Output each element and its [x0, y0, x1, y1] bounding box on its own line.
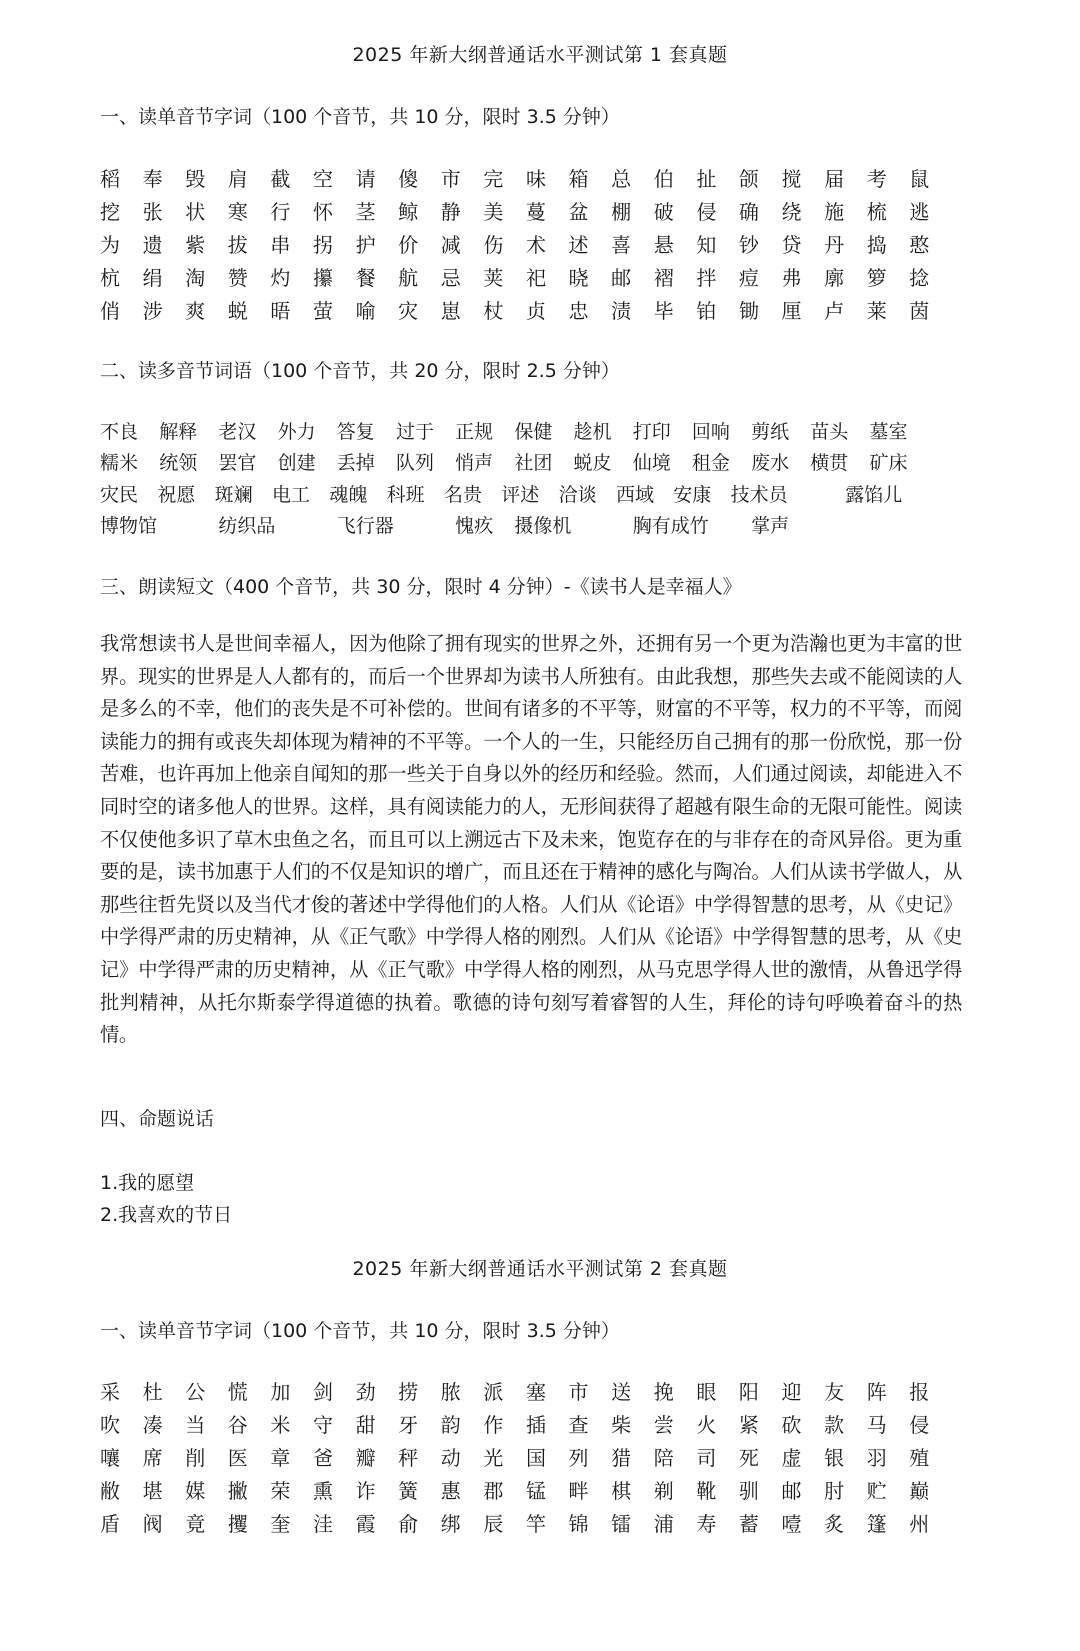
- char-item: 贞: [525, 299, 546, 323]
- char-row: [100, 196, 952, 229]
- char-item: 莱: [866, 299, 887, 323]
- char-item: 凑: [142, 1413, 163, 1437]
- word-item: 胸有成竹: [632, 515, 709, 538]
- char-item: 款: [824, 1413, 845, 1437]
- char-item: 挽: [653, 1380, 674, 1404]
- char-item: 堪: [142, 1479, 163, 1503]
- char-item: 茎: [355, 200, 376, 224]
- char-item: 荣: [270, 1479, 291, 1503]
- char-item: 拔: [227, 233, 248, 257]
- word-item: 外力: [277, 421, 316, 444]
- char-row: [100, 262, 952, 295]
- char-item: 伯: [653, 167, 674, 191]
- char-item: 侵: [696, 200, 717, 224]
- char-item: 敝: [100, 1479, 120, 1503]
- topic-1: 1.我的愿望: [100, 1172, 195, 1194]
- word-item: 解释: [159, 421, 198, 444]
- word-item: 悄声: [455, 452, 494, 475]
- char-item: 褶: [653, 266, 674, 290]
- char-item: 塞: [525, 1380, 546, 1404]
- char-item: 殖: [909, 1446, 930, 1470]
- word-item: 仙境: [632, 452, 671, 475]
- char-item: 当: [185, 1413, 206, 1437]
- word-item: 墓室: [869, 421, 908, 444]
- char-item: 杜: [142, 1380, 163, 1404]
- char-item: 慌: [227, 1380, 248, 1404]
- char-item: 灼: [270, 266, 291, 290]
- char-item: 张: [142, 200, 163, 224]
- char-item: 砍: [781, 1413, 802, 1437]
- char-item: 贮: [866, 1479, 887, 1503]
- char-item: 捣: [866, 233, 887, 257]
- char-item: 剑: [312, 1380, 333, 1404]
- char-item: 炙: [824, 1512, 845, 1536]
- char-item: 美: [483, 200, 504, 224]
- word-item: 回响: [691, 421, 730, 444]
- paper1-section3-heading: 三、朗读短文（400 个音节，共 30 分，限时 4 分钟）-《读书人是幸福人》: [100, 576, 742, 598]
- char-item: 荚: [483, 266, 504, 290]
- char-item: 喻: [355, 299, 376, 323]
- char-item: 逃: [909, 200, 930, 224]
- char-row: [100, 1409, 952, 1442]
- char-item: 米: [270, 1413, 291, 1437]
- char-item: 茵: [909, 299, 930, 323]
- char-item: 总: [611, 167, 632, 191]
- char-item: 畔: [568, 1479, 589, 1503]
- char-item: 攥: [312, 266, 333, 290]
- char-item: 箱: [568, 167, 589, 191]
- char-item: 奎: [270, 1512, 291, 1536]
- char-item: 灾: [398, 299, 419, 323]
- char-item: 霞: [355, 1512, 376, 1536]
- char-item: 杭: [100, 266, 120, 290]
- word-item: 统领: [159, 452, 198, 475]
- char-item: 寿: [696, 1512, 717, 1536]
- char-item: 确: [738, 200, 759, 224]
- word-item: 创建: [277, 452, 316, 475]
- paper2-char-grid: [100, 1376, 952, 1541]
- char-item: 章: [270, 1446, 291, 1470]
- char-item: 肘: [824, 1479, 845, 1503]
- char-item: 诈: [355, 1479, 376, 1503]
- char-item: 空: [312, 167, 333, 191]
- char-item: 奉: [142, 167, 163, 191]
- word-item: 飞行器: [336, 515, 394, 538]
- char-item: 尝: [653, 1413, 674, 1437]
- char-item: 紫: [185, 233, 206, 257]
- char-item: 棚: [611, 200, 632, 224]
- char-item: 司: [696, 1446, 717, 1470]
- word-row: [100, 417, 960, 448]
- char-row: [100, 1508, 952, 1541]
- paper1-char-grid: [100, 163, 952, 328]
- char-item: 盆: [568, 200, 589, 224]
- word-item: 蜕皮: [573, 452, 612, 475]
- char-item: 嚷: [100, 1446, 120, 1470]
- char-item: 餐: [355, 266, 376, 290]
- word-item: 魂魄: [329, 483, 368, 506]
- char-item: 晓: [568, 266, 589, 290]
- char-item: 捻: [909, 266, 930, 290]
- word-row: [100, 480, 960, 511]
- char-item: 鲸: [398, 200, 419, 224]
- char-item: 市: [440, 167, 461, 191]
- word-item: 苗头: [810, 421, 849, 444]
- char-item: 派: [483, 1380, 504, 1404]
- char-item: 怀: [312, 200, 333, 224]
- char-item: 列: [568, 1446, 589, 1470]
- char-item: 绢: [142, 266, 163, 290]
- char-item: 完: [483, 167, 504, 191]
- char-item: 毁: [185, 167, 206, 191]
- word-item: 斑斓: [214, 483, 253, 506]
- word-item: 社团: [514, 452, 553, 475]
- char-item: 谷: [227, 1413, 248, 1437]
- char-item: 撇: [227, 1479, 248, 1503]
- char-item: 噎: [781, 1512, 802, 1536]
- char-item: 遗: [142, 233, 163, 257]
- word-item: 矿床: [869, 452, 908, 475]
- char-item: 祀: [525, 266, 546, 290]
- char-item: 渍: [611, 299, 632, 323]
- char-item: 航: [398, 266, 419, 290]
- word-item: 电工: [271, 483, 310, 506]
- char-item: 甜: [355, 1413, 376, 1437]
- word-item: 趁机: [573, 421, 612, 444]
- char-item: 杖: [483, 299, 504, 323]
- char-item: 蓄: [738, 1512, 759, 1536]
- char-item: 火: [696, 1413, 717, 1437]
- char-item: 拌: [696, 266, 717, 290]
- char-item: 肩: [227, 167, 248, 191]
- char-item: 攫: [227, 1512, 248, 1536]
- word-item: 祝愿: [157, 483, 196, 506]
- char-item: 眼: [696, 1380, 717, 1404]
- char-item: 媒: [185, 1479, 206, 1503]
- char-item: 痘: [738, 266, 759, 290]
- char-row: [100, 1475, 952, 1508]
- char-item: 味: [525, 167, 546, 191]
- char-item: 减: [440, 233, 461, 257]
- word-row: [100, 448, 960, 479]
- char-item: 俞: [398, 1512, 419, 1536]
- char-item: 剃: [653, 1479, 674, 1503]
- word-item: 老汉: [218, 421, 257, 444]
- char-item: 医: [227, 1446, 248, 1470]
- char-item: 鼠: [909, 167, 930, 191]
- char-item: 贷: [781, 233, 802, 257]
- char-item: 淘: [185, 266, 206, 290]
- char-item: 爸: [312, 1446, 333, 1470]
- char-item: 巅: [909, 1479, 930, 1503]
- word-item: 科班: [386, 483, 425, 506]
- char-item: 忌: [440, 266, 461, 290]
- char-item: 颌: [738, 167, 759, 191]
- char-item: 瓣: [355, 1446, 376, 1470]
- char-item: 熏: [312, 1479, 333, 1503]
- char-item: 喜: [611, 233, 632, 257]
- paper2-title: 2025 年新大纲普通话水平测试第 2 套真题: [352, 1258, 728, 1280]
- char-item: 行: [270, 200, 291, 224]
- char-item: 邮: [611, 266, 632, 290]
- char-item: 述: [568, 233, 589, 257]
- word-item: 评述: [501, 483, 540, 506]
- paper1-word-grid: [100, 417, 960, 542]
- char-item: 篷: [866, 1512, 887, 1536]
- char-item: 牙: [398, 1413, 419, 1437]
- paper1-title: 2025 年新大纲普通话水平测试第 1 套真题: [352, 44, 728, 66]
- char-item: 扯: [696, 167, 717, 191]
- char-item: 俏: [100, 299, 120, 323]
- word-item: 技术员: [730, 483, 788, 506]
- char-item: 伤: [483, 233, 504, 257]
- char-item: 届: [824, 167, 845, 191]
- char-item: 州: [909, 1512, 930, 1536]
- word-item: 灾民: [100, 483, 139, 506]
- char-item: 柴: [611, 1413, 632, 1437]
- char-item: 术: [525, 233, 546, 257]
- topic-2: 2.我喜欢的节日: [100, 1204, 233, 1226]
- char-item: 劲: [355, 1380, 376, 1404]
- char-item: 光: [483, 1446, 504, 1470]
- char-item: 锄: [738, 299, 759, 323]
- char-item: 挖: [100, 200, 120, 224]
- char-item: 状: [185, 200, 206, 224]
- char-item: 虚: [781, 1446, 802, 1470]
- char-row: [100, 1376, 952, 1409]
- char-row: [100, 229, 952, 262]
- word-item: 租金: [691, 452, 730, 475]
- char-item: 护: [355, 233, 376, 257]
- char-item: 紧: [738, 1413, 759, 1437]
- char-item: 捞: [398, 1380, 419, 1404]
- char-item: 死: [738, 1446, 759, 1470]
- char-item: 驯: [738, 1479, 759, 1503]
- char-item: 廓: [824, 266, 845, 290]
- char-item: 知: [696, 233, 717, 257]
- char-item: 憨: [909, 233, 930, 257]
- char-item: 作: [483, 1413, 504, 1437]
- char-item: 脓: [440, 1380, 461, 1404]
- char-item: 厘: [781, 299, 802, 323]
- char-item: 马: [866, 1413, 887, 1437]
- word-item: 掌声: [751, 515, 790, 538]
- word-item: 罢官: [218, 452, 257, 475]
- char-item: 动: [440, 1446, 461, 1470]
- char-item: 侵: [909, 1413, 930, 1437]
- char-item: 铂: [696, 299, 717, 323]
- char-item: 拐: [312, 233, 333, 257]
- word-item: 名贵: [443, 483, 482, 506]
- char-item: 傻: [398, 167, 419, 191]
- word-item: 过于: [395, 421, 434, 444]
- word-item: 安康: [673, 483, 712, 506]
- char-item: 洼: [312, 1512, 333, 1536]
- char-item: 邮: [781, 1479, 802, 1503]
- char-item: 考: [866, 167, 887, 191]
- paper2-section1-heading: 一、读单音节字词（100 个音节，共 10 分，限时 3.5 分钟）: [100, 1320, 620, 1342]
- char-item: 采: [100, 1380, 120, 1404]
- char-item: 银: [824, 1446, 845, 1470]
- char-row: [100, 295, 952, 328]
- char-item: 弗: [781, 266, 802, 290]
- word-item: 废水: [751, 452, 790, 475]
- char-item: 寒: [227, 200, 248, 224]
- char-item: 市: [568, 1380, 589, 1404]
- paper1-section4-heading: 四、命题说话: [100, 1108, 215, 1130]
- word-item: 摄像机: [514, 515, 572, 538]
- char-item: 箩: [866, 266, 887, 290]
- word-item: 糯米: [100, 452, 139, 475]
- word-item: 纺织品: [218, 515, 276, 538]
- char-item: 崽: [440, 299, 461, 323]
- word-item: 洽谈: [558, 483, 597, 506]
- char-item: 棋: [611, 1479, 632, 1503]
- char-item: 迎: [781, 1380, 802, 1404]
- char-item: 守: [312, 1413, 333, 1437]
- char-item: 友: [824, 1380, 845, 1404]
- char-item: 蜕: [227, 299, 248, 323]
- char-item: 郡: [483, 1479, 504, 1503]
- char-item: 浦: [653, 1512, 674, 1536]
- char-item: 绕: [781, 200, 802, 224]
- char-item: 阳: [738, 1380, 759, 1404]
- char-item: 席: [142, 1446, 163, 1470]
- char-item: 羽: [866, 1446, 887, 1470]
- char-item: 插: [525, 1413, 546, 1437]
- char-item: 锰: [525, 1479, 546, 1503]
- char-item: 晤: [270, 299, 291, 323]
- char-item: 报: [909, 1380, 930, 1404]
- char-row: [100, 163, 952, 196]
- word-item: 丢掉: [336, 452, 375, 475]
- char-row: [100, 1442, 952, 1475]
- word-item: 答复: [336, 421, 375, 444]
- char-item: 萤: [312, 299, 333, 323]
- char-item: 削: [185, 1446, 206, 1470]
- char-item: 簧: [398, 1479, 419, 1503]
- word-item: 博物馆: [100, 515, 158, 538]
- char-item: 涉: [142, 299, 163, 323]
- char-item: 稻: [100, 167, 120, 191]
- char-item: 静: [440, 200, 461, 224]
- char-item: 国: [525, 1446, 546, 1470]
- char-item: 丹: [824, 233, 845, 257]
- char-item: 施: [824, 200, 845, 224]
- char-item: 请: [355, 167, 376, 191]
- char-item: 加: [270, 1380, 291, 1404]
- char-item: 公: [185, 1380, 206, 1404]
- paper1-section2-heading: 二、读多音节词语（100 个音节，共 20 分，限时 2.5 分钟）: [100, 360, 620, 382]
- word-item: 横贯: [810, 452, 849, 475]
- char-item: 钞: [738, 233, 759, 257]
- char-item: 蔓: [525, 200, 546, 224]
- char-item: 竟: [185, 1512, 206, 1536]
- char-item: 截: [270, 167, 291, 191]
- word-item: 不良: [100, 421, 139, 444]
- char-item: 惠: [440, 1479, 461, 1503]
- char-item: 靴: [696, 1479, 717, 1503]
- word-row: [100, 511, 960, 542]
- char-item: 竿: [525, 1512, 546, 1536]
- char-item: 爽: [185, 299, 206, 323]
- word-item: 西域: [615, 483, 654, 506]
- char-item: 阀: [142, 1512, 163, 1536]
- char-item: 破: [653, 200, 674, 224]
- word-item: 露馅儿: [845, 483, 903, 506]
- char-item: 绑: [440, 1512, 461, 1536]
- char-item: 秤: [398, 1446, 419, 1470]
- word-item: 愧疚: [455, 515, 494, 538]
- char-item: 盾: [100, 1512, 120, 1536]
- char-item: 悬: [653, 233, 674, 257]
- char-item: 梳: [866, 200, 887, 224]
- char-item: 赞: [227, 266, 248, 290]
- reading-passage: 我常想读书人是世间幸福人，因为他除了拥有现实的世界之外，还拥有另一个更为浩瀚也更为丰富的世界。现实的世界是人人都有的，而后一个世界却为读书人所独有。由此我想，那些失去或不能阅读的人是多么的不幸，他们的丧失是不可补偿的。世间有诸多的不平等，财富的不平等，权力的不平等，而阅读能力的拥有或丧失却体现为精神的不平等。一个人的一生，只能经历自己拥有的那一份欣悦，那一份苦难，也许再加上他亲自闻知的那一些关于自身以外的经历和经验。然而，人们通过阅读，却能进入不同时空的诸多他人的世界。这样，具有阅读能力的人，无形间获得了超越有限生命的无限可能性。阅读不仅使他多识了草木虫鱼之名，而且可以上溯远古下及未来，饱览存在的与非存在的奇风异俗。更为重要的是，读书加惠于人们的不仅是知识的增广，而且还在于精神的感化与陶冶。人们从读书学做人，从那些往哲先贤以及当代才俊的著述中学得他们的人格。人们从《论语》中学得智慧的思考，从《史记》中学得严肃的历史精神，从《正气歌》中学得人格的刚烈。人们从《论语》中学得智慧的思考，从《史记》中学得严肃的历史精神，从《正气歌》中学得人格的刚烈，从马克思学得人世的激情，从鲁迅学得批判精神，从托尔斯泰学得道德的执着。歌德的诗句刻写着睿智的人生，拜伦的诗句呼唤着奋斗的热情。: [100, 632, 962, 1047]
- char-item: 陪: [653, 1446, 674, 1470]
- char-item: 韵: [440, 1413, 461, 1437]
- word-item: 队列: [395, 452, 434, 475]
- char-item: 搅: [781, 167, 802, 191]
- char-item: 忠: [568, 299, 589, 323]
- word-item: 剪纸: [751, 421, 790, 444]
- char-item: 查: [568, 1413, 589, 1437]
- char-item: 锦: [568, 1512, 589, 1536]
- word-item: 打印: [632, 421, 671, 444]
- char-item: 吹: [100, 1413, 120, 1437]
- char-item: 镭: [611, 1512, 632, 1536]
- word-item: 正规: [455, 421, 494, 444]
- char-item: 阵: [866, 1380, 887, 1404]
- char-item: 送: [611, 1380, 632, 1404]
- char-item: 卢: [824, 299, 845, 323]
- paper1-section1-heading: 一、读单音节字词（100 个音节，共 10 分，限时 3.5 分钟）: [100, 106, 620, 128]
- char-item: 辰: [483, 1512, 504, 1536]
- char-item: 猎: [611, 1446, 632, 1470]
- char-item: 毕: [653, 299, 674, 323]
- char-item: 为: [100, 233, 120, 257]
- char-item: 串: [270, 233, 291, 257]
- char-item: 价: [398, 233, 419, 257]
- word-item: 保健: [514, 421, 553, 444]
